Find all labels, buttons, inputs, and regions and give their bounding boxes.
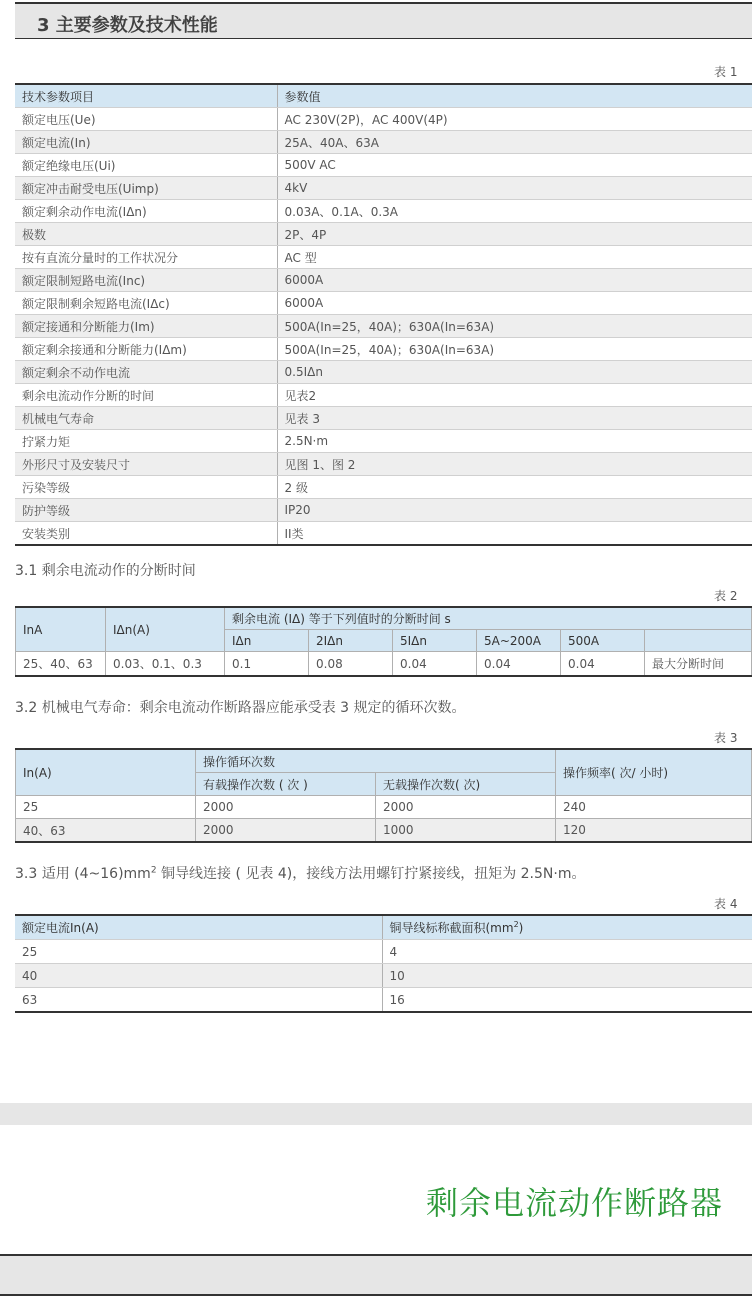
parameter-name: 额定剩余接通和分断能力(IΔm): [15, 338, 277, 361]
parameter-value: 见表 3: [277, 407, 752, 430]
parameter-value: 0.03A、0.1A、0.3A: [277, 200, 752, 223]
wire-table: [15, 914, 752, 1013]
table2-subheader: 5IΔn: [393, 630, 477, 652]
parameter-name: 额定绝缘电压(Ui): [15, 154, 277, 177]
table3-header-freq: 操作频率( 次/ 小时): [556, 749, 752, 796]
parameter-value: 6000A: [277, 269, 752, 292]
parameter-value: 500A(In=25，40A)；630A(In=63A): [277, 338, 752, 361]
parameter-value: 见图 1、图 2: [277, 453, 752, 476]
table-cell: 0.08: [309, 652, 393, 677]
table-row: [15, 964, 752, 988]
table2-subheader: IΔn: [225, 630, 309, 652]
paragraph-3-3-sup: 2: [150, 865, 157, 876]
table-cell: 0.04: [477, 652, 561, 677]
parameter-value: 0.5IΔn: [277, 361, 752, 384]
parameter-value: AC 230V(2P)，AC 400V(4P): [277, 108, 752, 131]
table-row: [15, 246, 752, 269]
table-cell: 240: [556, 796, 752, 819]
table3-header-group: 操作循环次数: [196, 749, 556, 773]
parameter-name: 额定限制剩余短路电流(IΔc): [15, 292, 277, 315]
parameter-name: 额定电流(In): [15, 131, 277, 154]
table-row: [15, 940, 752, 964]
parameter-value: 25A、40A、63A: [277, 131, 752, 154]
table-cell: 2000: [376, 796, 556, 819]
footer-band: [0, 1256, 752, 1294]
parameter-value: 4kV: [277, 177, 752, 200]
parameters-table-body: [15, 108, 752, 546]
brand-title: 剩余电流动作断路器: [426, 1184, 724, 1222]
paragraph-3-2: 3.2 机械电气寿命：剩余电流动作断路器应能承受表 3 规定的循环次数。: [15, 700, 466, 716]
table2-subheader: 5A~200A: [477, 630, 561, 652]
table4-header-section-close: ): [518, 921, 524, 935]
table-row: [15, 499, 752, 522]
table-cell: 4: [382, 940, 752, 964]
parameter-value: 500A(In=25，40A)；630A(In=63A): [277, 315, 752, 338]
table4-caption: 表 4: [714, 897, 738, 911]
table-row: [15, 315, 752, 338]
table3-subheader: 无载操作次数( 次): [376, 773, 556, 796]
table-row: [15, 269, 752, 292]
parameter-value: IP20: [277, 499, 752, 522]
table1-header-item: 技术参数项目: [15, 84, 277, 108]
parameter-value: II类: [277, 522, 752, 546]
parameter-name: 极数: [15, 223, 277, 246]
table2-header-idn: IΔn(A): [106, 607, 225, 652]
table-row: [15, 453, 752, 476]
parameter-value: 见表2: [277, 384, 752, 407]
parameter-name: 额定限制短路电流(Inc): [15, 269, 277, 292]
parameter-name: 防护等级: [15, 499, 277, 522]
table2-header-group: 剩余电流 (IΔ) 等于下列值时的分断时间 s: [225, 607, 752, 630]
parameters-table: [15, 83, 752, 546]
parameter-name: 额定电压(Ue): [15, 108, 277, 131]
table2-subheader: 2IΔn: [309, 630, 393, 652]
parameter-name: 按有直流分量时的工作状况分: [15, 246, 277, 269]
table-row: [15, 292, 752, 315]
table-row: [15, 407, 752, 430]
parameter-name: 额定剩余动作电流(IΔn): [15, 200, 277, 223]
table4-header-sup: 2: [513, 920, 519, 929]
table1-header-value: 参数值: [277, 84, 752, 108]
section-header: [15, 2, 752, 39]
table-row: [15, 200, 752, 223]
parameter-value: 2P、4P: [277, 223, 752, 246]
table-row: [16, 819, 752, 843]
table2-caption: 表 2: [714, 589, 738, 603]
table4-header-current: 额定电流In(A): [15, 915, 382, 940]
paragraph-3-3-text: 3.3 适用 (4~16)mm: [15, 866, 151, 882]
table-cell: 25、40、63: [16, 652, 106, 677]
table-cell: 1000: [376, 819, 556, 843]
table-cell: 0.1: [225, 652, 309, 677]
table-cell: 最大分断时间: [645, 652, 752, 677]
table4-header-section: [382, 915, 752, 940]
table-cell: 0.04: [393, 652, 477, 677]
table3-subheader: 有载操作次数 ( 次 ): [196, 773, 376, 796]
table-row: [15, 384, 752, 407]
paragraph-3-3-text-rest: 铜导线连接 ( 见表 4)，接线方法用螺钉拧紧接线，扭矩为 2.5N·m。: [156, 866, 586, 882]
table-row: [15, 361, 752, 384]
table4-header-section-text: 铜导线标称截面积(mm: [389, 921, 514, 935]
table1-caption: 表 1: [714, 65, 738, 79]
table-row: [15, 988, 752, 1013]
table-cell: 2000: [196, 819, 376, 843]
table-row: [15, 522, 752, 546]
table-row: [16, 652, 752, 677]
table3-caption: 表 3: [714, 731, 738, 745]
parameter-name: 拧紧力矩: [15, 430, 277, 453]
table-cell: 10: [382, 964, 752, 988]
table-cell: 0.03、0.1、0.3: [106, 652, 225, 677]
parameter-name: 外形尺寸及安装尺寸: [15, 453, 277, 476]
table-row: [15, 430, 752, 453]
parameter-value: AC 型: [277, 246, 752, 269]
parameter-value: 6000A: [277, 292, 752, 315]
table-row: [15, 476, 752, 499]
table-row: [15, 338, 752, 361]
parameter-value: 500V AC: [277, 154, 752, 177]
life-table: [15, 748, 752, 843]
parameter-name: 污染等级: [15, 476, 277, 499]
break-time-table: [15, 606, 752, 677]
table2-subheader: 500A: [561, 630, 645, 652]
table-row: [15, 177, 752, 200]
table2-subheader-blank: [645, 630, 752, 652]
table-cell: 63: [15, 988, 382, 1013]
divider-band: [0, 1103, 752, 1125]
parameter-name: 额定冲击耐受电压(Uimp): [15, 177, 277, 200]
table-cell: 25: [16, 796, 196, 819]
paragraph-3-3: [15, 863, 585, 883]
table-row: [15, 223, 752, 246]
parameter-name: 额定接通和分断能力(Im): [15, 315, 277, 338]
parameter-name: 额定剩余不动作电流: [15, 361, 277, 384]
table-cell: 2000: [196, 796, 376, 819]
table-cell: 25: [15, 940, 382, 964]
table2-header-ina: InA: [16, 607, 106, 652]
table-cell: 40: [15, 964, 382, 988]
table-cell: 40、63: [16, 819, 196, 843]
paragraph-3-1: 3.1 剩余电流动作的分断时间: [15, 563, 196, 579]
parameter-name: 机械电气寿命: [15, 407, 277, 430]
parameter-name: 剩余电流动作分断的时间: [15, 384, 277, 407]
table-cell: 120: [556, 819, 752, 843]
section-title: 3 主要参数及技术性能: [37, 15, 218, 36]
table-row: [15, 154, 752, 177]
table-cell: 0.04: [561, 652, 645, 677]
footer-rule-bottom: [0, 1294, 752, 1296]
table-row: [16, 796, 752, 819]
table-row: [15, 131, 752, 154]
parameter-value: 2.5N·m: [277, 430, 752, 453]
table-row: [15, 108, 752, 131]
parameter-value: 2 级: [277, 476, 752, 499]
table3-header-in: In(A): [16, 749, 196, 796]
parameter-name: 安装类别: [15, 522, 277, 546]
table-cell: 16: [382, 988, 752, 1013]
